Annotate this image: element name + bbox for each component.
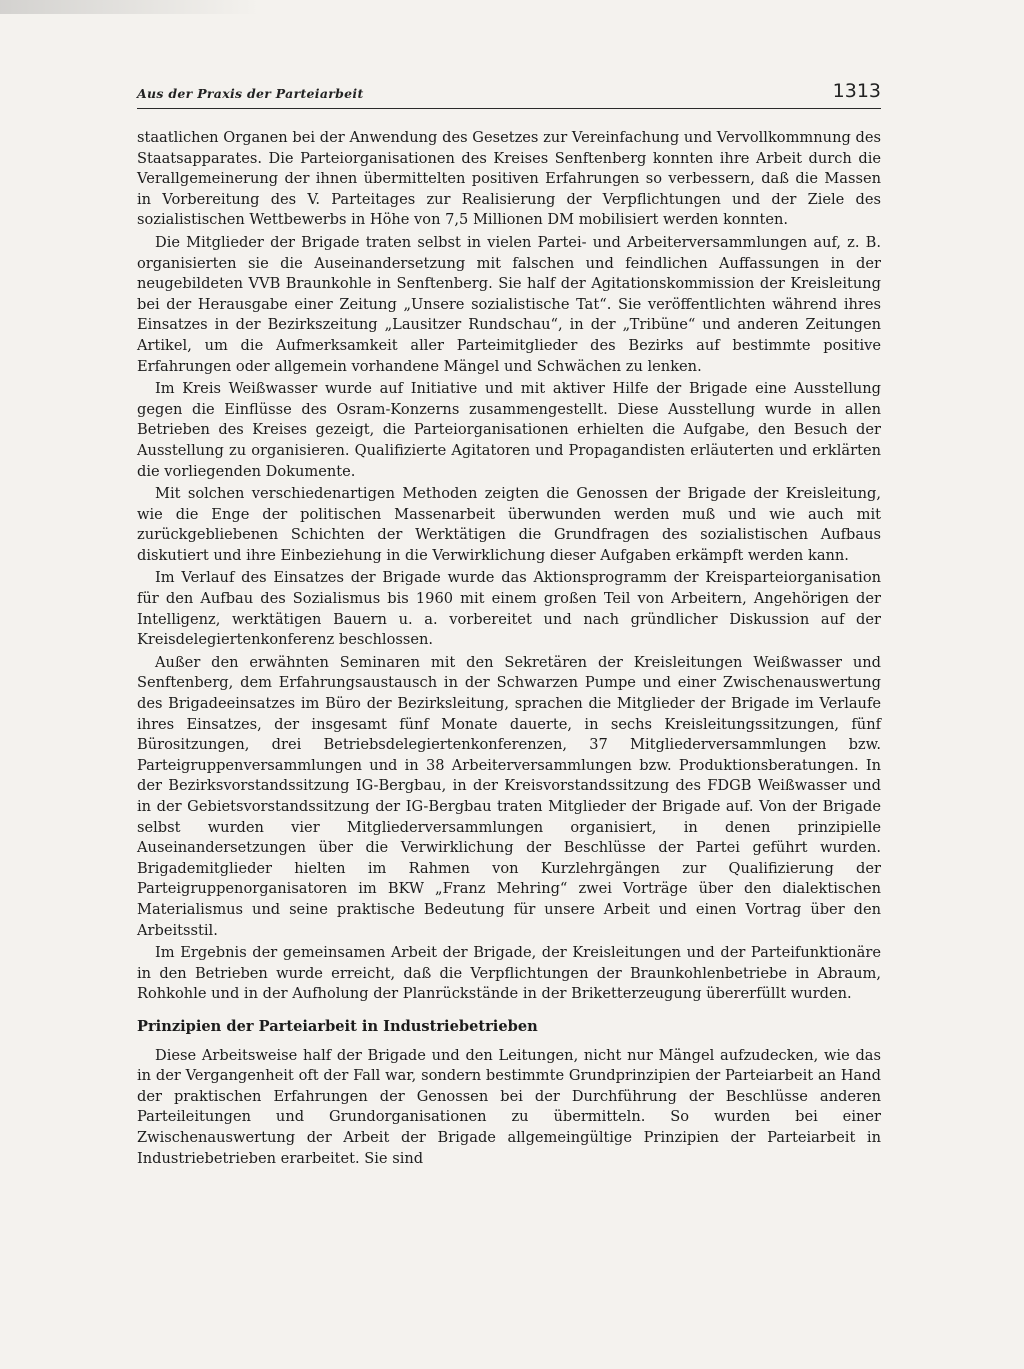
paragraph-6: Außer den erwähnten Seminaren mit den Sekretären der Kreisleitungen Weißwasser und Senftenberg, dem Erfahrungsaustausch in der Schwarzen Pumpe und einer Zwischenauswertung des Brigadeeinsatzes im Büro der Bezirksleitung, sprachen die Mitglieder der Brigade im Verlaufe ihres Einsatzes, der insgesamt fünf Monate dauerte, in sechs Kreisleitungssitzungen, fünf Bürositzungen, drei Betriebsdelegiertenkonferenzen, 37 Mitgliederversammlungen bzw. Parteigruppenversammlungen und in 38 Arbeiterversammlungen bzw. Produktionsberatungen. In der Bezirksvorstandssitzung IG-Bergbau, in der Kreisvorstandssitzung des FDGB Weißwasser und in der Gebietsvorstandssitzung der IG-Bergbau traten Mitglieder der Brigade auf. Von der Brigade selbst wurden vier Mitgliederversammlungen organisiert, in denen prinzipielle Auseinandersetzungen über die Verwirklichung der Beschlüsse der Partei geführt wurden. Brigademitglieder hielten im Rahmen von Kurzlehrgängen zur Qualifizierung der Parteigruppenorganisatoren im BKW „Franz Mehring“ zwei Vorträge über den dialektischen Materialismus und seine praktische Bedeutung für unsere Arbeit und einen Vortrag über den Arbeitsstil. (137, 653, 881, 939)
section-heading: Prinzipien der Parteiarbeit in Industriebetrieben (137, 1017, 538, 1035)
running-header (137, 80, 881, 109)
paragraph-1: staatlichen Organen bei der Anwendung des Gesetzes zur Vereinfachung und Vervollkommnung des Staatsapparates. Die Parteiorganisationen des Kreises Senftenberg konnten ihre Arbeit durch die Verallgemeinerung der ihnen übermittelten positiven Erfahrungen so verbessern, daß die Massen in Vorbereitung des V. Parteitages zur Realisierung der Verpflichtungen und der Ziele des sozialistischen Wettbewerbs in Höhe von 7,5 Millionen DM mobilisiert werden konnten. (137, 129, 881, 229)
page-number: 1313 (832, 80, 881, 102)
body-text (137, 128, 881, 1171)
paragraph-7: Im Ergebnis der gemeinsamen Arbeit der Brigade, der Kreisleitungen und der Parteifunktionäre in den Betrieben wurde erreicht, daß die Verpflichtungen der Braunkohlenbetriebe in Abraum, Rohkohle und in der Aufholung der Planrückstände in der Briketterzeugung übererfüllt wurden. (137, 944, 881, 1003)
paragraph-4: Mit solchen verschiedenartigen Methoden zeigten die Genossen der Brigade der Kreisleitung, wie die Enge der politischen Massenarbeit überwunden werden muß und wie auch mit zurückgebliebenen Schichten der Werktätigen die Grundfragen des sozialistischen Aufbaus diskutiert und ihre Einbeziehung in die Verwirklichung dieser Aufgaben erkämpft werden kann. (137, 485, 881, 564)
paragraph-5: Im Verlauf des Einsatzes der Brigade wurde das Aktionsprogramm der Kreisparteiorganisation für den Aufbau des Sozialismus bis 1960 mit einem großen Teil von Arbeitern, Angehörigen der Intelligenz, werktätigen Bauern u. a. vorbereitet und nach gründlicher Diskussion auf der Kreisdelegiertenkonferenz beschlossen. (137, 569, 881, 649)
paragraph-3: Im Kreis Weißwasser wurde auf Initiative und mit aktiver Hilfe der Brigade eine Ausstellung gegen die Einflüsse des Osram-Konzerns zusammengestellt. Diese Ausstellung wurde in allen Betrieben des Kreises gezeigt, die Parteiorganisationen erhielten die Aufgabe, den Besuch der Ausstellung zu organisieren. Qualifizierte Agitatoren und Propagandisten erläuterten und erklärten die vorliegenden Dokumente. (137, 380, 881, 480)
section-paragraph-1: Diese Arbeitsweise half der Brigade und den Leitungen, nicht nur Mängel aufzudecken, wie das in der Vergangenheit oft der Fall war, sondern bestimmte Grundprinzipien der Parteiarbeit an Hand der praktischen Erfahrungen der Genossen bei der Durchführung der Beschlüsse anderen Parteileitungen und Grundorganisationen zu übermitteln. So wurden bei einer Zwischenauswertung der Arbeit der Brigade allgemeingültige Prinzipien der Parteiarbeit in Industriebetrieben erarbeitet. Sie sind (137, 1046, 881, 1167)
running-title: Aus der Praxis der Parteiarbeit (137, 86, 364, 101)
scan-artifact (0, 0, 260, 14)
paragraph-2: Die Mitglieder der Brigade traten selbst in vielen Partei- und Arbeiterversammlungen auf, z. B. organisierten sie die Auseinandersetzung mit falschen und feindlichen Auffassungen in der neugebildeten VVB Braunkohle in Senftenberg. Sie half der Agitationskommission der Kreisleitung bei der Herausgabe einer Zeitung „Unsere sozialistische Tat“. Sie veröffentlichten während ihres Einsatzes in der Bezirkszeitung „Lausitzer Rundschau“, in der „Tribüne“ und anderen Zeitungen Artikel, um die Aufmerksamkeit aller Parteimitglieder des Bezirks auf bestimmte positive Erfahrungen oder allgemein vorhandene Mängel und Schwächen zu lenken. (137, 233, 881, 375)
